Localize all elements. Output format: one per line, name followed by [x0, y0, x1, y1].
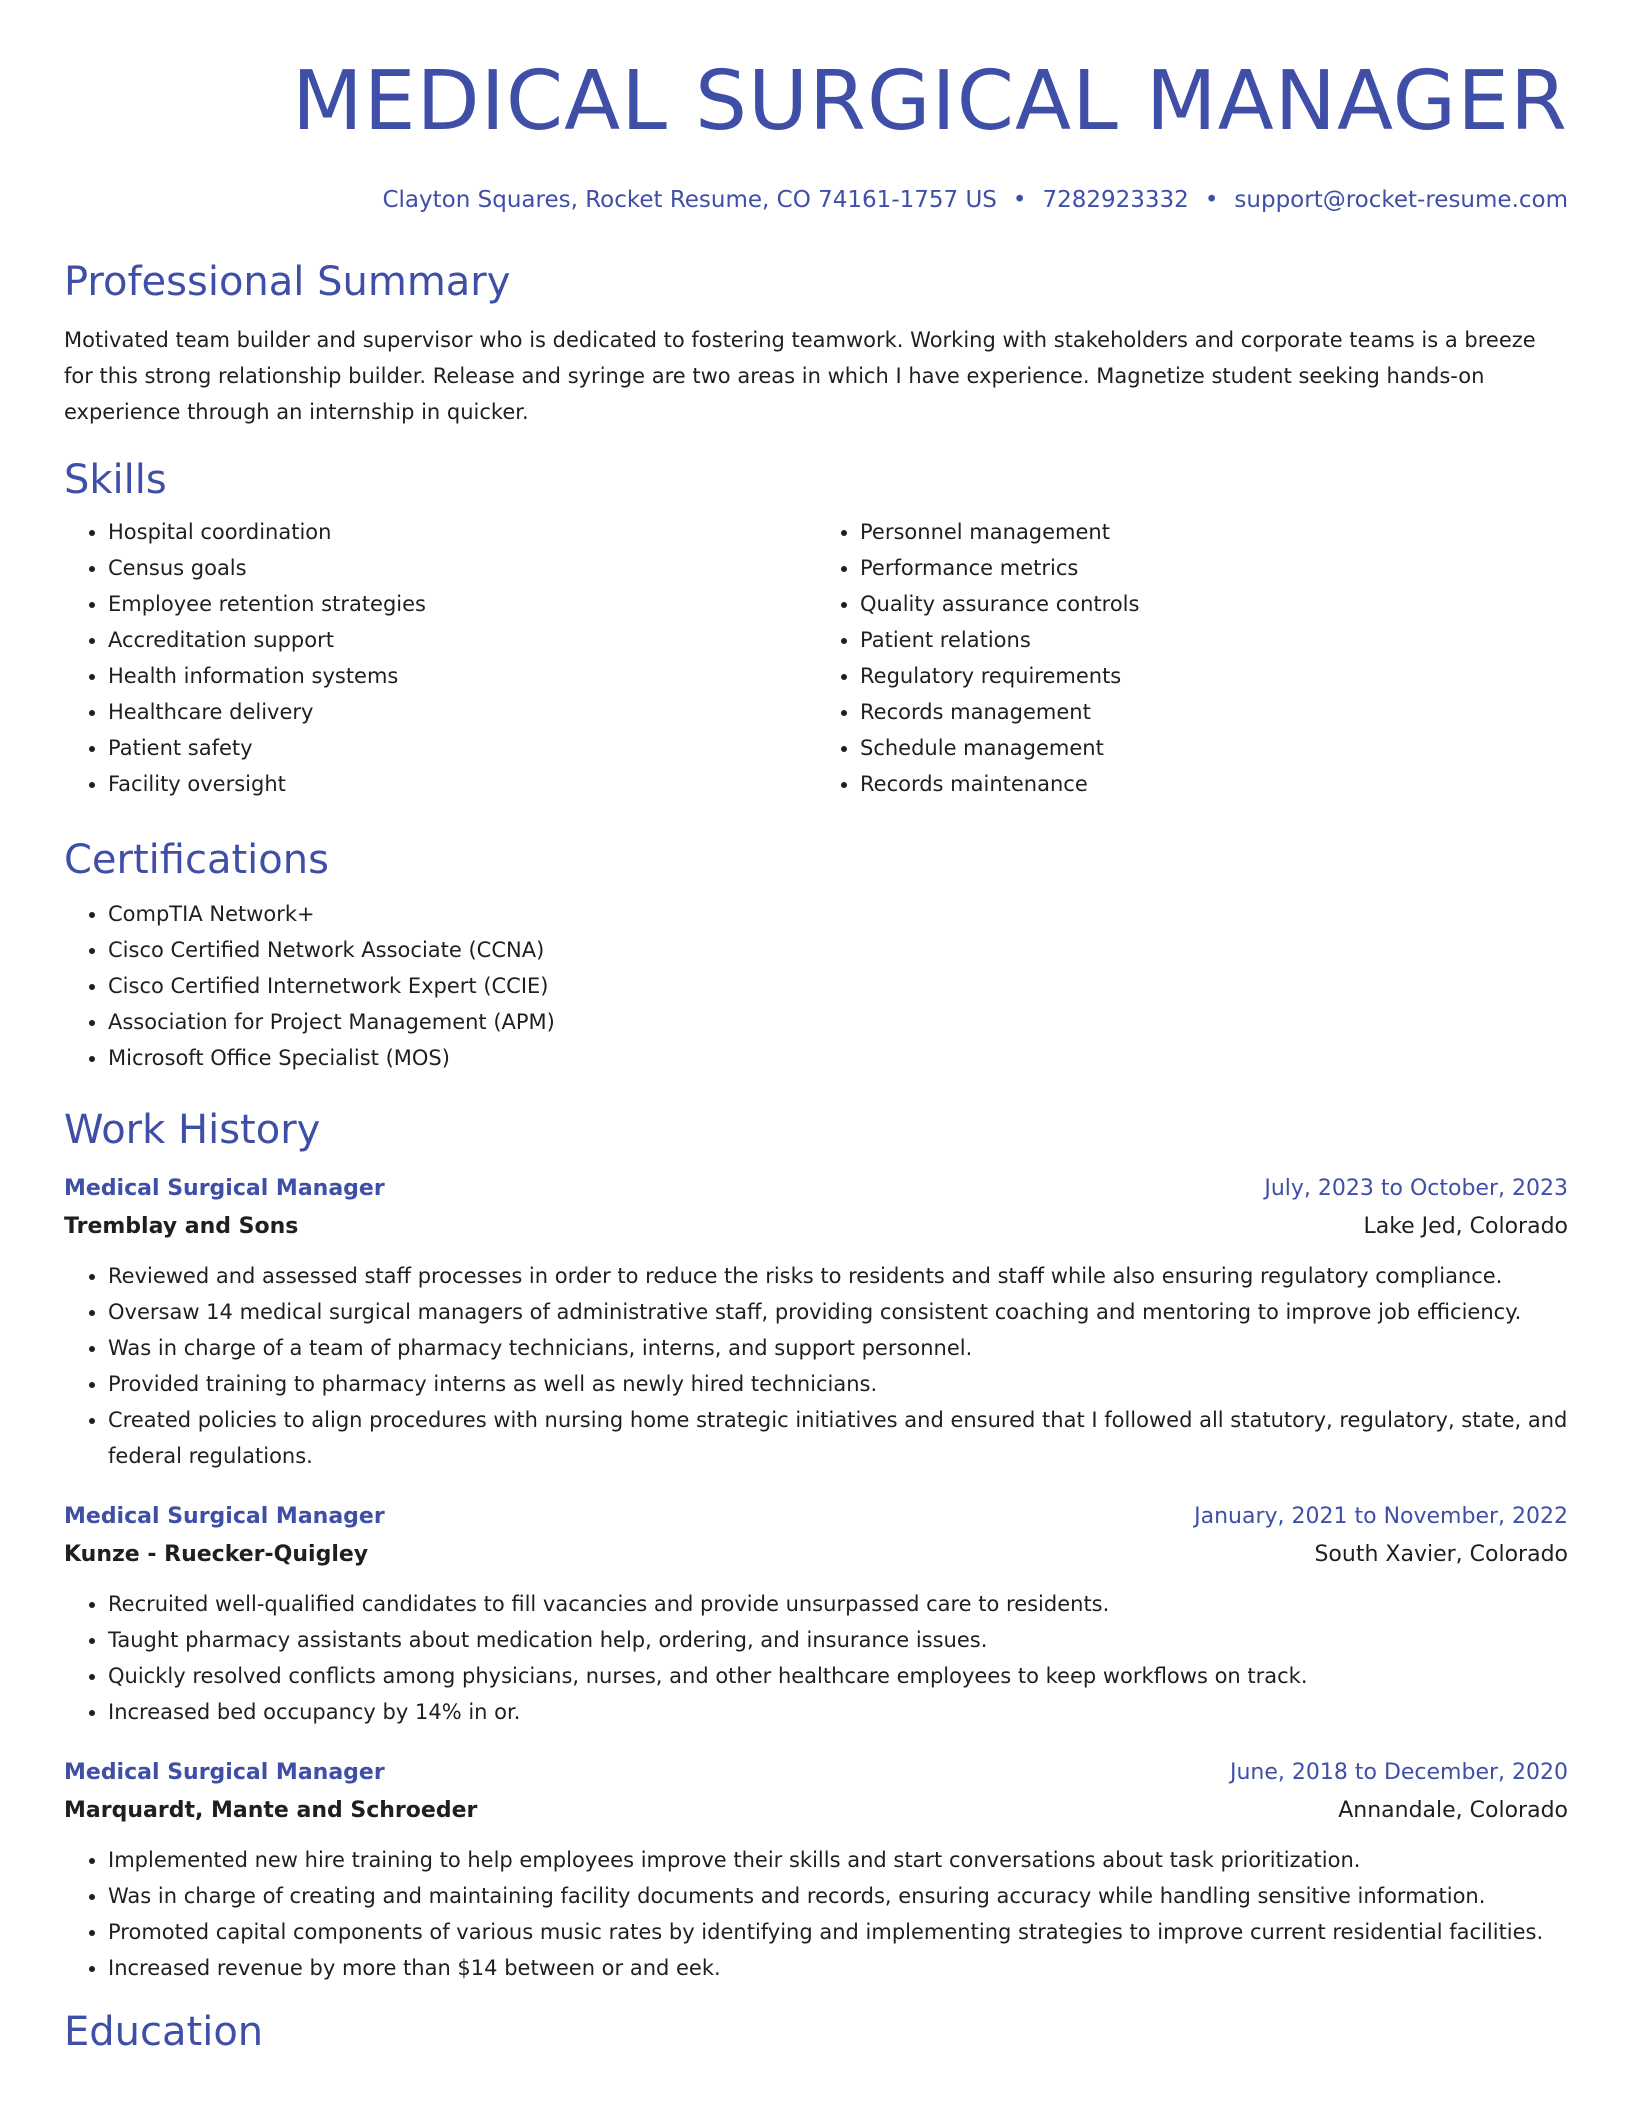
- skill-item: • Performance metrics: [860, 550, 1568, 586]
- job-title: Medical Surgical Manager: [64, 1760, 385, 1785]
- job-bullets: [64, 1258, 1568, 1474]
- job-company-row: [64, 1208, 1568, 1246]
- job-bullet: • Reviewed and assessed staff processes in order to reduce the risks to residents and staff while also ensuring regulatory compliance.: [108, 1258, 1568, 1294]
- resume-header: [64, 0, 1568, 216]
- skill-item: • Records management: [860, 694, 1568, 730]
- job-title: Medical Surgical Manager: [64, 1176, 385, 1201]
- skill-item: • Schedule management: [860, 730, 1568, 766]
- job-location: South Xavier, Colorado: [1314, 1542, 1568, 1567]
- resume-page: [64, 0, 1568, 2058]
- job-bullet: • Created policies to align procedures with nursing home strategic initiatives and ensured that I followed all statutory, regulatory, state, and federal regulations.: [108, 1402, 1568, 1474]
- job-bullet: • Taught pharmacy assistants about medication help, ordering, and insurance issues.: [108, 1622, 1568, 1658]
- job-location: Lake Jed, Colorado: [1363, 1214, 1568, 1239]
- skill-item: • Patient relations: [860, 622, 1568, 658]
- job-dates: July, 2023 to October, 2023: [1264, 1176, 1568, 1201]
- job-bullet: • Was in charge of a team of pharmacy technicians, interns, and support personnel.: [108, 1330, 1568, 1366]
- job-company: Kunze - Ruecker-Quigley: [64, 1542, 369, 1567]
- contact-address: Clayton Squares, Rocket Resume, CO 74161-1757 US: [382, 187, 997, 213]
- contact-line: [64, 184, 1568, 216]
- certifications-heading: Certifications: [64, 837, 329, 883]
- skills-grid: [64, 514, 1568, 802]
- candidate-name: MEDICAL SURGICAL MANAGER: [291, 54, 1568, 149]
- skill-item: • Census goals: [108, 550, 816, 586]
- job-bullet: • Oversaw 14 medical surgical managers of administrative staff, providing consistent coaching and mentoring to improve job efficiency.: [108, 1294, 1568, 1330]
- summary-heading: Professional Summary: [64, 259, 511, 305]
- skill-item: • Patient safety: [108, 730, 816, 766]
- skill-item: • Regulatory requirements: [860, 658, 1568, 694]
- job-title: Medical Surgical Manager: [64, 1504, 385, 1529]
- job-bullets: [64, 1842, 1568, 1986]
- certification-item: • Cisco Certified Network Associate (CCNA): [108, 932, 1568, 968]
- skills-list-right: [816, 514, 1568, 802]
- certification-item: • Association for Project Management (APM): [108, 1004, 1568, 1040]
- job-entry: [64, 1754, 1568, 1986]
- skill-item: • Facility oversight: [108, 766, 816, 802]
- contact-email[interactable]: support@rocket-resume.com: [1234, 187, 1568, 213]
- skill-item: • Quality assurance controls: [860, 586, 1568, 622]
- skill-item: • Healthcare delivery: [108, 694, 816, 730]
- job-bullet: • Was in charge of creating and maintaining facility documents and records, ensuring accuracy while handling sensitive information.: [108, 1878, 1568, 1914]
- job-dates: June, 2018 to December, 2020: [1229, 1760, 1568, 1785]
- certification-item: • CompTIA Network+: [108, 896, 1568, 932]
- job-dates: January, 2021 to November, 2022: [1194, 1504, 1568, 1529]
- job-bullet: • Promoted capital components of various music rates by identifying and implementing strategies to improve current residential facilities.: [108, 1914, 1568, 1950]
- job-company: Marquardt, Mante and Schroeder: [64, 1798, 478, 1823]
- contact-separator: •: [1204, 187, 1219, 213]
- job-bullet: • Increased revenue by more than $14 between or and eek.: [108, 1950, 1568, 1986]
- certification-item: • Cisco Certified Internetwork Expert (CCIE): [108, 968, 1568, 1004]
- job-header-row: [64, 1170, 1568, 1208]
- contact-phone[interactable]: 7282923332: [1042, 187, 1189, 213]
- job-company: Tremblay and Sons: [64, 1214, 299, 1239]
- skills-list-left: [64, 514, 816, 802]
- certification-item: • Microsoft Office Specialist (MOS): [108, 1040, 1568, 1076]
- job-location: Annandale, Colorado: [1338, 1798, 1568, 1823]
- work-history-heading: Work History: [64, 1107, 321, 1153]
- job-bullet: • Recruited well-qualified candidates to fill vacancies and provide unsurpassed care to residents.: [108, 1586, 1568, 1622]
- skill-item: • Personnel management: [860, 514, 1568, 550]
- job-entry: [64, 1498, 1568, 1730]
- skills-heading: Skills: [64, 457, 167, 503]
- job-entry: [64, 1170, 1568, 1474]
- skill-item: • Employee retention strategies: [108, 586, 816, 622]
- job-bullet: • Quickly resolved conflicts among physicians, nurses, and other healthcare employees to keep workflows on track.: [108, 1658, 1568, 1694]
- summary-text: Motivated team builder and supervisor who is dedicated to fostering teamwork. Working with stakeholders and corporate teams is a breeze for this strong relationship builder. Release and syringe are two areas in which I have experience. Magnetize student seeking hands-on experience through an internship in quicker.: [64, 328, 1536, 424]
- skill-item: • Records maintenance: [860, 766, 1568, 802]
- certifications-list: [64, 896, 1568, 1076]
- job-bullet: • Increased bed occupancy by 14% in or.: [108, 1694, 1568, 1730]
- contact-separator: •: [1012, 187, 1027, 213]
- job-bullets: [64, 1586, 1568, 1730]
- skill-item: • Health information systems: [108, 658, 816, 694]
- job-bullet: • Provided training to pharmacy interns as well as newly hired technicians.: [108, 1366, 1568, 1402]
- skill-item: • Accreditation support: [108, 622, 816, 658]
- job-header-row: [64, 1754, 1568, 1792]
- job-company-row: [64, 1536, 1568, 1574]
- job-company-row: [64, 1792, 1568, 1830]
- skill-item: • Hospital coordination: [108, 514, 816, 550]
- job-header-row: [64, 1498, 1568, 1536]
- job-bullet: • Implemented new hire training to help employees improve their skills and start conversations about task prioritization.: [108, 1842, 1568, 1878]
- education-heading: Education: [64, 2009, 264, 2055]
